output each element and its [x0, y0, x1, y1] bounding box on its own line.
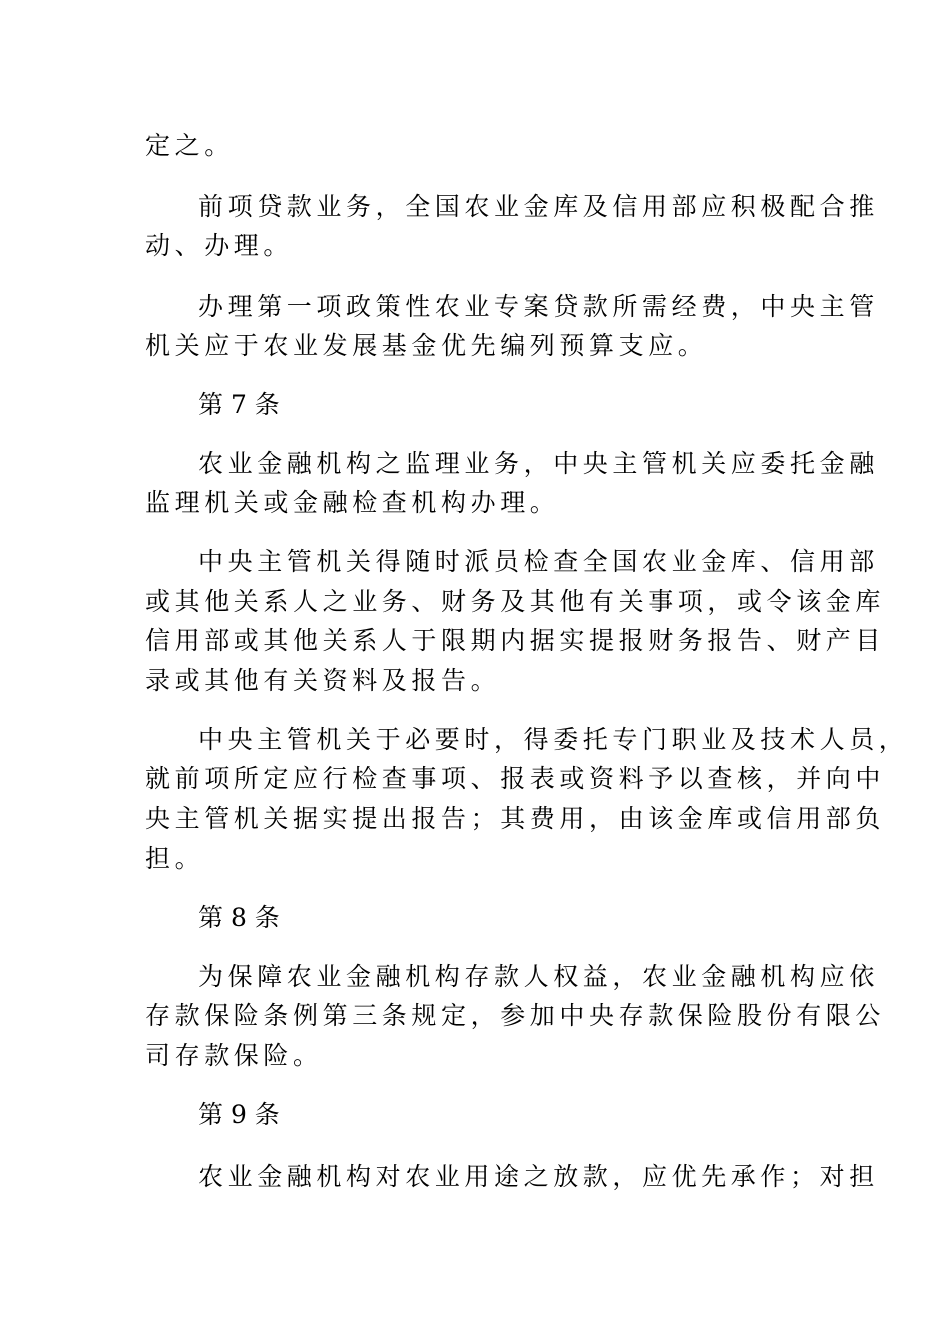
text-line: 央主管机关据实提出报告；其费用，由该金库或信用部负 — [145, 804, 886, 833]
article-heading: 第 8 条 — [198, 903, 280, 932]
text-line: 机关应于农业发展基金优先编列预算支应。 — [145, 331, 708, 360]
paragraph-first-line: 办理第一项政策性农业专案贷款所需经费，中央主管 — [198, 292, 879, 321]
paragraph-first-line: 中央主管机关于必要时，得委托专门职业及技术人员， — [198, 725, 909, 754]
paragraph-first-line: 农业金融机构之监理业务，中央主管机关应委托金融 — [198, 449, 879, 478]
paragraph-first-line: 农业金融机构对农业用途之放款，应优先承作；对担 — [198, 1162, 879, 1191]
text-line: 担。 — [145, 844, 205, 873]
text-line: 就前项所定应行检查事项、报表或资料予以查核，并向中 — [145, 764, 886, 793]
text-line: 监理机关或金融检查机构办理。 — [145, 488, 560, 517]
text-line: 信用部或其他关系人于限期内据实提报财务报告、财产目 — [145, 626, 886, 655]
article-heading: 第 7 条 — [198, 390, 280, 419]
text-line: 存款保险条例第三条规定，参加中央存款保险股份有限公 — [145, 1001, 886, 1030]
text-line: 定之。 — [145, 131, 234, 160]
text-line: 司存款保险。 — [145, 1041, 323, 1070]
article-heading: 第 9 条 — [198, 1100, 280, 1129]
text-line: 动、办理。 — [145, 231, 294, 260]
text-line: 或其他关系人之业务、财务及其他有关事项，或令该金库 — [145, 587, 886, 616]
paragraph-first-line: 为保障农业金融机构存款人权益，农业金融机构应依 — [198, 962, 879, 991]
paragraph-first-line: 前项贷款业务，全国农业金库及信用部应积极配合推 — [198, 192, 879, 221]
paragraph-first-line: 中央主管机关得随时派员检查全国农业金库、信用部 — [198, 547, 879, 576]
text-line: 录或其他有关资料及报告。 — [145, 666, 501, 695]
